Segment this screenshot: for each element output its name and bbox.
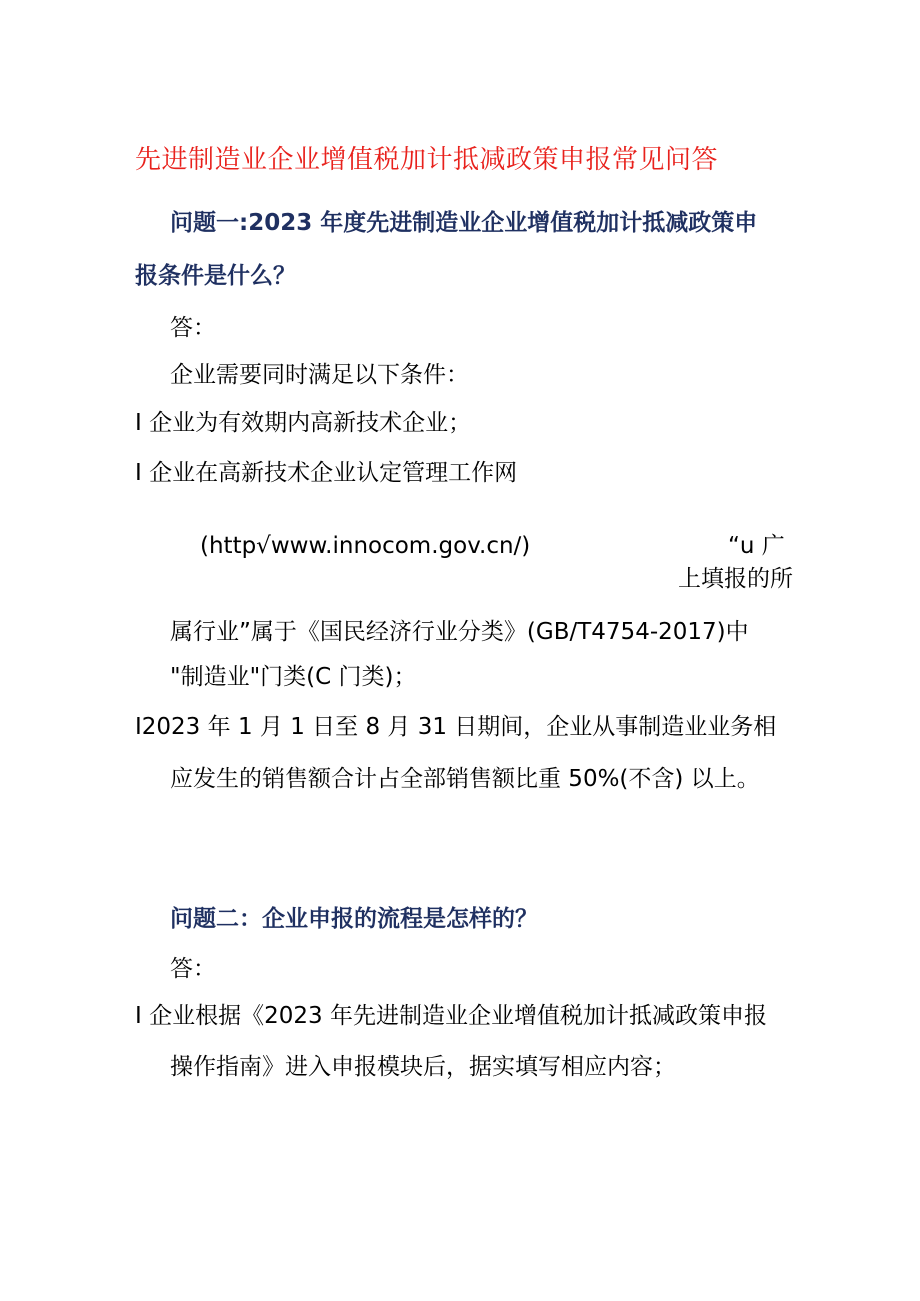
condition-2-line-2: 上填报的所: [678, 566, 793, 592]
condition-3-line-1: I2023 年 1 月 1 日至 8 月 31 日期间，企业从事制造业业务相: [135, 714, 777, 740]
process-step-1-line-1: I 企业根据《2023 年先进制造业企业增值税加计抵减政策申报: [135, 1003, 767, 1029]
process-step-1-line-2: 操作指南》进入申报模块后，据实填写相应内容；: [170, 1054, 676, 1080]
condition-2-line-3: 属行业”属于《国民经济行业分类》(GB/T4754-2017)中: [170, 619, 749, 645]
document-title: 先进制造业企业增值税加计抵减政策申报常见问答: [135, 145, 719, 175]
answer-label: 答：: [170, 315, 216, 341]
condition-2-quote: “u 广: [728, 533, 785, 559]
conditions-intro: 企业需要同时满足以下条件：: [170, 362, 469, 388]
condition-1: I 企业为有效期内高新技术企业；: [135, 410, 472, 436]
condition-3-line-2: 应发生的销售额合计占全部销售额比重 50%(不含) 以上。: [170, 766, 760, 792]
condition-2-url: (http√www.innocom.gov.cn∕): [200, 533, 531, 559]
question-2: 问题二：企业申报的流程是怎样的？: [170, 906, 538, 932]
condition-2-line-4: "制造业"门类(C 门类)；: [170, 664, 417, 690]
question-1-line-2: 报条件是什么？: [135, 263, 296, 289]
question-1-line-1: 问题一:2023 年度先进制造业企业增值税加计抵减政策申: [170, 210, 758, 236]
answer-label-2: 答：: [170, 956, 216, 982]
condition-2-line-1: I 企业在高新技术企业认定管理工作网: [135, 460, 518, 486]
